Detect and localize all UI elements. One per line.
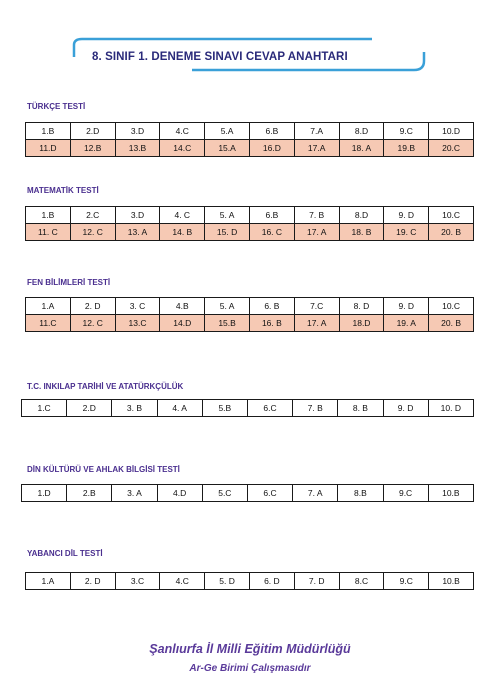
table-row	[22, 400, 474, 417]
answer-cell: 3.D	[115, 123, 160, 140]
answer-cell: 6.C	[247, 485, 292, 502]
answer-cell: 6.B	[249, 207, 294, 224]
answer-cell: 6. D	[249, 573, 294, 590]
answer-cell: 2. D	[70, 298, 115, 315]
answer-cell: 14.D	[160, 315, 205, 332]
answer-cell: 14. B	[160, 224, 205, 241]
table-row	[26, 298, 474, 315]
answer-cell: 3.D	[115, 207, 160, 224]
answer-cell: 8.B	[338, 485, 383, 502]
answer-cell: 3. A	[112, 485, 157, 502]
answer-cell: 19. C	[384, 224, 429, 241]
section-title-din: DİN KÜLTÜRÜ VE AHLAK BİLGİSİ TESTİ	[27, 465, 180, 474]
answer-cell: 6. B	[249, 298, 294, 315]
table-row	[22, 485, 474, 502]
answer-cell: 3. C	[115, 298, 160, 315]
answer-cell: 10.C	[429, 298, 474, 315]
answer-cell: 5.B	[202, 400, 247, 417]
answer-cell: 11.C	[26, 315, 71, 332]
table-row	[26, 573, 474, 590]
answer-cell: 4.C	[160, 123, 205, 140]
answer-table-yabanci-dil	[25, 572, 474, 590]
answer-cell: 15.B	[205, 315, 250, 332]
answer-cell: 10.C	[429, 207, 474, 224]
answer-cell: 9. D	[384, 298, 429, 315]
answer-cell: 19. A	[384, 315, 429, 332]
table-row	[26, 140, 474, 157]
answer-cell: 4. C	[160, 207, 205, 224]
answer-cell: 4. A	[157, 400, 202, 417]
answer-cell: 8.D	[339, 123, 384, 140]
answer-cell: 12. C	[70, 315, 115, 332]
table-row	[26, 224, 474, 241]
answer-cell: 2.D	[70, 123, 115, 140]
answer-cell: 5.A	[205, 123, 250, 140]
answer-cell: 20.C	[429, 140, 474, 157]
answer-cell: 11.D	[26, 140, 71, 157]
answer-cell: 9. D	[383, 400, 428, 417]
section-title-yabanci-dil: YABANCI DİL TESTİ	[27, 549, 103, 558]
table-row	[26, 315, 474, 332]
answer-cell: 5. D	[205, 573, 250, 590]
answer-cell: 11. C	[26, 224, 71, 241]
answer-cell: 2.B	[67, 485, 112, 502]
answer-table-turkce	[25, 122, 474, 157]
answer-cell: 7. B	[294, 207, 339, 224]
answer-cell: 19.B	[384, 140, 429, 157]
answer-cell: 2.C	[70, 207, 115, 224]
answer-cell: 7. D	[294, 573, 339, 590]
answer-cell: 18.D	[339, 315, 384, 332]
answer-table-matematik	[25, 206, 474, 241]
answer-cell: 4.D	[157, 485, 202, 502]
answer-cell: 9.C	[384, 573, 429, 590]
answer-cell: 1.A	[26, 298, 71, 315]
answer-cell: 5. A	[205, 207, 250, 224]
answer-cell: 7. B	[293, 400, 338, 417]
answer-table-inkilap	[21, 399, 474, 417]
answer-cell: 17. A	[294, 315, 339, 332]
section-title-fen: FEN BİLİMLERİ TESTİ	[27, 278, 111, 287]
footer-unit: Ar-Ge Birimi Çalışmasıdır	[189, 663, 311, 674]
section-title-turkce: TÜRKÇE TESTİ	[27, 102, 86, 111]
answer-cell: 10.B	[429, 573, 474, 590]
answer-cell: 10.D	[429, 123, 474, 140]
answer-cell: 7. A	[293, 485, 338, 502]
answer-cell: 15.A	[205, 140, 250, 157]
answer-cell: 16. B	[249, 315, 294, 332]
answer-cell: 1.C	[22, 400, 67, 417]
answer-cell: 13.C	[115, 315, 160, 332]
section-title-inkilap: T.C. INKILAP TARİHİ VE ATATÜRKÇÜLÜK	[27, 382, 184, 391]
answer-cell: 15. D	[205, 224, 250, 241]
answer-cell: 5.C	[202, 485, 247, 502]
answer-cell: 20. B	[429, 224, 474, 241]
answer-cell: 1.D	[22, 485, 67, 502]
answer-cell: 13. A	[115, 224, 160, 241]
answer-cell: 13.B	[115, 140, 160, 157]
section-title-matematik: MATEMATİK TESTİ	[27, 186, 99, 195]
answer-cell: 3. B	[112, 400, 157, 417]
answer-cell: 9.C	[384, 123, 429, 140]
answer-table-fen	[25, 297, 474, 332]
answer-cell: 5. A	[205, 298, 250, 315]
footer-institution: Şanlıurfa İl Milli Eğitim Müdürlüğü	[149, 642, 351, 656]
answer-cell: 17. A	[294, 224, 339, 241]
answer-cell: 12.B	[70, 140, 115, 157]
answer-cell: 6.B	[249, 123, 294, 140]
answer-table-din	[21, 484, 474, 502]
answer-cell: 1.B	[26, 207, 71, 224]
table-row	[26, 207, 474, 224]
answer-cell: 4.C	[160, 573, 205, 590]
answer-cell: 20. B	[429, 315, 474, 332]
answer-cell: 4.B	[160, 298, 205, 315]
page-title: 8. SINIF 1. DENEME SINAVI CEVAP ANAHTARI	[92, 51, 348, 63]
answer-cell: 7.A	[294, 123, 339, 140]
answer-cell: 9.C	[383, 485, 428, 502]
answer-cell: 16.D	[249, 140, 294, 157]
answer-cell: 18. B	[339, 224, 384, 241]
answer-cell: 1.B	[26, 123, 71, 140]
answer-cell: 10. D	[428, 400, 473, 417]
answer-cell: 12. C	[70, 224, 115, 241]
answer-cell: 16. C	[249, 224, 294, 241]
title-banner	[72, 37, 430, 73]
answer-cell: 14.C	[160, 140, 205, 157]
answer-cell: 17.A	[294, 140, 339, 157]
answer-cell: 8.D	[339, 207, 384, 224]
answer-cell: 6.C	[247, 400, 292, 417]
answer-cell: 18. A	[339, 140, 384, 157]
answer-cell: 2. D	[70, 573, 115, 590]
answer-cell: 9. D	[384, 207, 429, 224]
answer-cell: 8. B	[338, 400, 383, 417]
answer-cell: 1.A	[26, 573, 71, 590]
answer-cell: 7.C	[294, 298, 339, 315]
answer-cell: 8. D	[339, 298, 384, 315]
answer-cell: 8.C	[339, 573, 384, 590]
table-row	[26, 123, 474, 140]
answer-cell: 2.D	[67, 400, 112, 417]
answer-cell: 10.B	[428, 485, 473, 502]
answer-cell: 3.C	[115, 573, 160, 590]
